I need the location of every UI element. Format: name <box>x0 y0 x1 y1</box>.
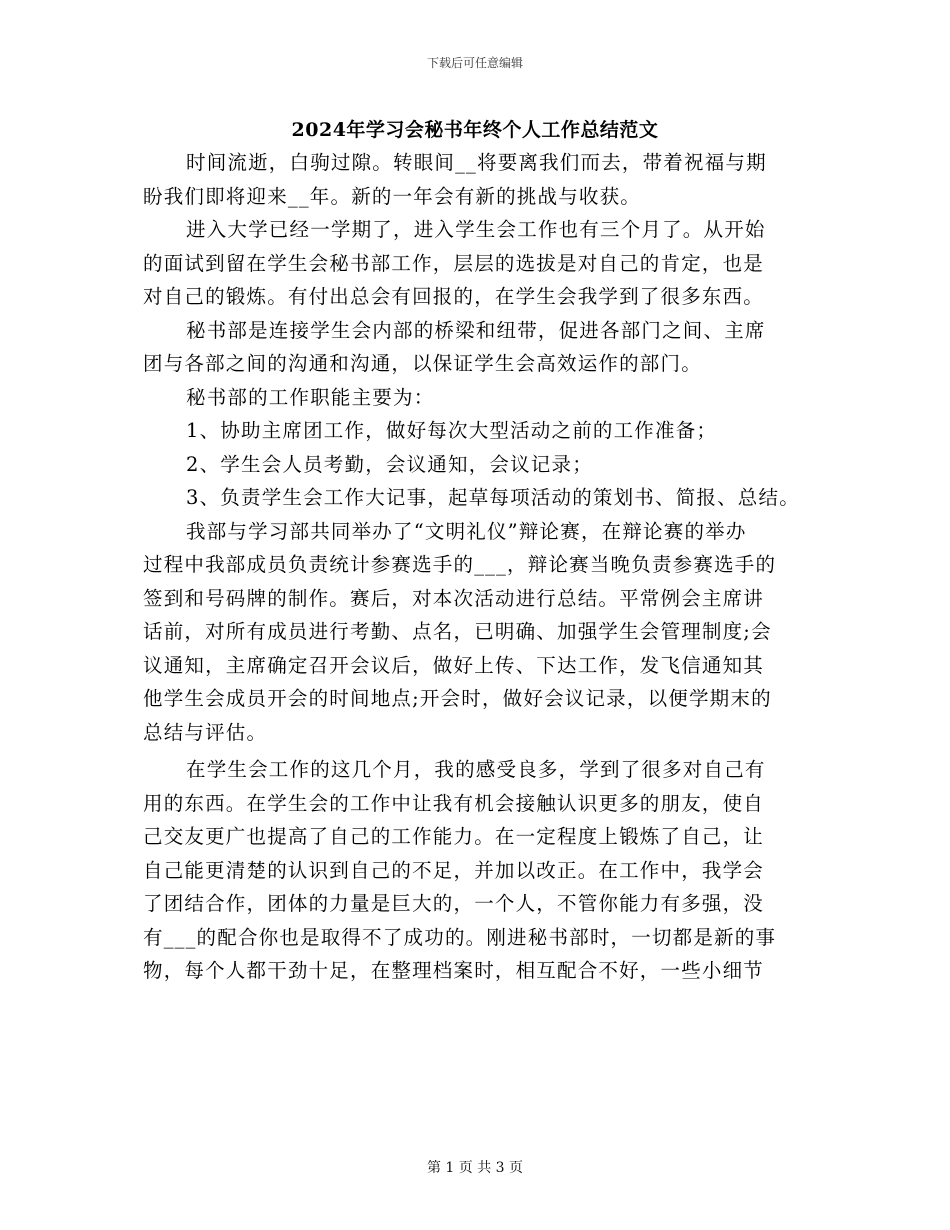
paragraph-line: 用的东西。在学生会的工作中让我有机会接触认识更多的朋友，使自 <box>143 791 765 815</box>
paragraph-line: 盼我们即将迎来__年。新的一年会有新的挑战与收获。 <box>143 184 642 208</box>
list-item: 1、协助主席团工作，做好每次大型活动之前的工作准备； <box>186 419 718 442</box>
paragraph-line: 秘书部的工作职能主要为： <box>186 385 435 409</box>
paragraph-line: 进入大学已经一学期了，进入学生会工作也有三个月了。从开始 <box>186 218 766 241</box>
paragraph-line: 他学生会成员开会的时间地点;开会时，做好会议记录，以便学期末的 <box>143 687 772 710</box>
paragraph-line: 在学生会工作的这几个月，我的感受良多，学到了很多对自己有 <box>186 758 766 781</box>
list-item: 3、负责学生会工作大记事，起草每项活动的策划书、简报、总结。 <box>186 486 800 509</box>
paragraph-line: 总结与评估。 <box>143 720 268 744</box>
paragraph-line: 物，每个人都干劲十足，在整理档案时，相互配合不好，一些小细节 <box>143 959 765 982</box>
paragraph-line: 我部与学习部共同举办了“文明礼仪”辩论赛，在辩论赛的举办 <box>186 519 747 543</box>
paragraph-line: 秘书部是连接学生会内部的桥梁和纽带，促进各部门之间、主席 <box>186 318 766 342</box>
paragraph-line: 时间流逝，白驹过隙。转眼间__将要离我们而去，带着祝福与期 <box>186 151 767 174</box>
paragraph-line: 过程中我部成员负责统计参赛选手的___，辩论赛当晚负责参赛选手的 <box>143 553 777 576</box>
paragraph-line: 对自己的锻炼。有付出总会有回报的，在学生会我学到了很多东西。 <box>143 285 765 308</box>
list-item: 2、学生会人员考勤，会议通知，会议记录； <box>186 452 593 476</box>
document-body <box>143 146 823 988</box>
paragraph-line: 己交友更广也提高了自己的工作能力。在一定程度上锻炼了自己，让 <box>143 825 765 848</box>
paragraph-line: 话前，对所有成员进行考勤、点名，已明确、加强学生会管理制度;会 <box>143 620 772 643</box>
page-number-footer: 第 1 页 共 3 页 <box>426 1160 524 1176</box>
page-header-note: 下载后可任意编辑 <box>426 56 523 70</box>
paragraph-line: 团与各部之间的沟通和沟通，以保证学生会高效运作的部门。 <box>143 352 702 375</box>
document-title: 2024年学习会秘书年终个人工作总结范文 <box>291 119 659 141</box>
paragraph-line: 签到和号码牌的制作。赛后，对本次活动进行总结。平常例会主席讲 <box>143 586 765 610</box>
paragraph-line: 议通知，主席确定召开会议后，做好上传、下达工作，发飞信通知其 <box>143 653 765 677</box>
paragraph-line: 了团结合作，团体的力量是巨大的，一个人，不管你能力有多强，没 <box>143 892 765 915</box>
paragraph-line: 自己能更清楚的认识到自己的不足，并加以改正。在工作中，我学会 <box>143 858 765 882</box>
paragraph-line: 的面试到留在学生会秘书部工作，层层的选拔是对自己的肯定，也是 <box>143 251 765 275</box>
paragraph-line: 有___的配合你也是取得不了成功的。刚进秘书部时，一切都是新的事 <box>143 925 777 949</box>
